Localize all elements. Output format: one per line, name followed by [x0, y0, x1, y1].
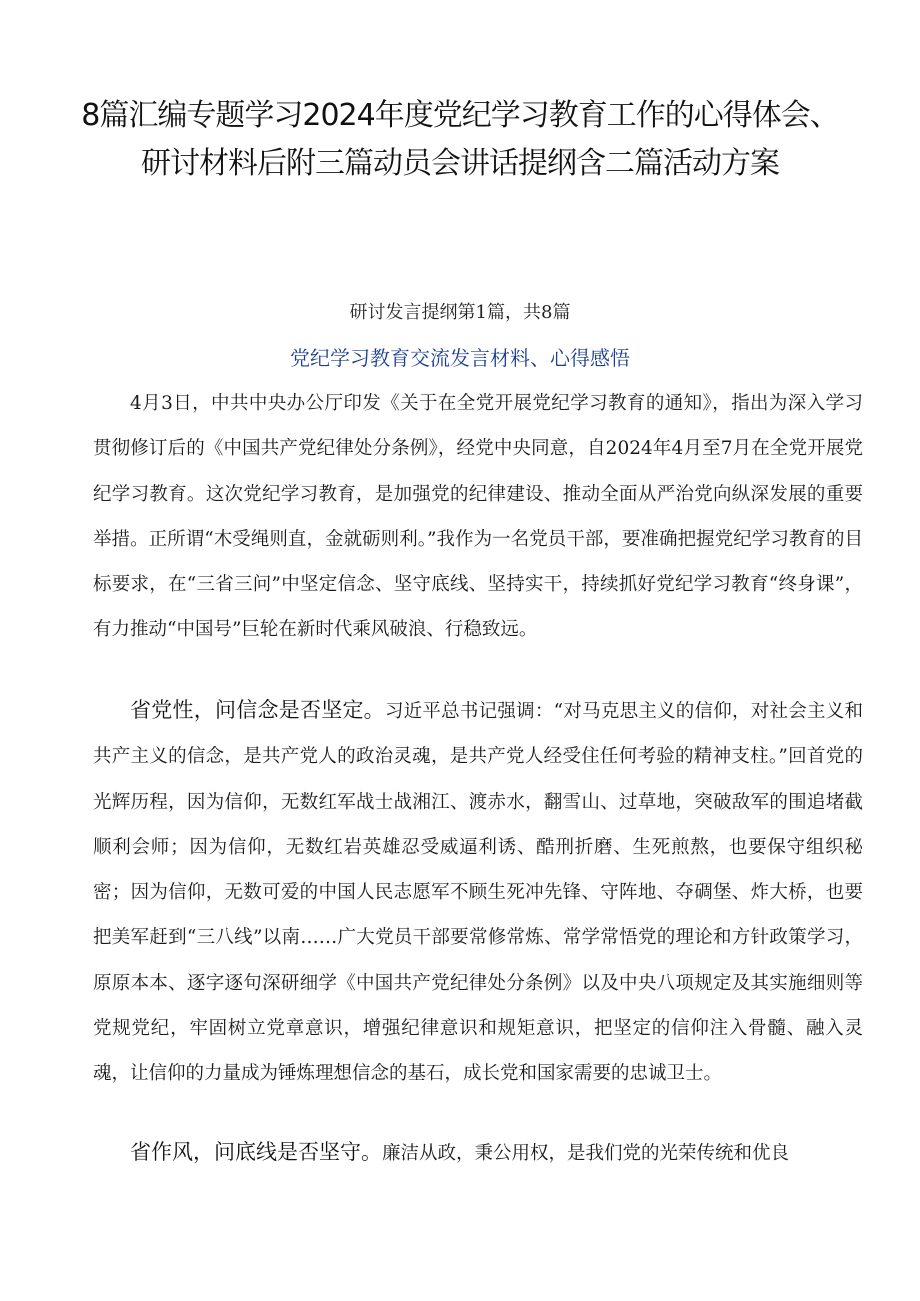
document-title: 8篇汇编专题学习2024年度党纪学习教育工作的心得体会、研讨材料后附三篇动员会讲话提纲含二篇活动方案	[81, 98, 839, 181]
section-title: 党纪学习教育交流发言材料、心得感悟	[290, 346, 630, 370]
paragraph-text: 习近平总书记强调：“对马克思主义的信仰，对社会主义和共产主义的信念，是共产党人的政治灵魂，是共产党人经受住任何考验的精神支柱。”回首党的光辉历程，因为信仰，无数红军战士战湘江、渡赤水，翻雪山、过草地，突破敌军的围追堵截顺利会师；因为信仰，无数红岩英雄忍受威逼利诱、酷刑折磨、生死煎熬，也要保守组织秘密；因为信仰，无数可爱的中国人民志愿军不顾生死冲先锋、守阵地、夺碉堡、炸大桥，也要把美军赶到“三八线”以南……广大党员干部要常修常炼、常学常悟党的理论和方针政策学习，原原本本、逐字逐句深研细学《中国共产党纪律处分条例》以及中央八项规定及其实施细则等党规党纪，牢固树立党章意识，增强纪律意识和规矩意识，把坚定的信仰注入骨髓、融入灵魂，让信仰的力量成为锤炼理想信念的基石，成长党和国家需要的忠诚卫士。	[93, 701, 863, 1085]
paragraph-lead-heading: 省作风，问底线是否坚守。	[130, 1140, 382, 1164]
paragraph-party-spirit	[93, 688, 863, 1097]
paragraph-intro	[93, 381, 863, 653]
paragraph-work-style	[93, 1130, 863, 1176]
document-subtitle: 研讨发言提纲第1篇，共8篇	[349, 302, 571, 323]
paragraph-text: 廉洁从政，秉公用权，是我们党的光荣传统和优良	[382, 1143, 790, 1164]
paragraph-lead-heading: 省党性，问信念是否坚定。	[130, 698, 385, 722]
paragraph-text: 4月3日，中共中央办公厅印发《关于在全党开展党纪学习教育的通知》，指出为深入学习贯彻修订后的《中国共产党纪律处分条例》，经党中央同意，自2024年4月至7月在全党开展党纪学习教育。这次党纪学习教育，是加强党的纪律建设、推动全面从严治党向纵深发展的重要举措。正所谓“木受绳则直，金就砺则利。”我作为一名党员干部，要准确把握党纪学习教育的目标要求，在“三省三问”中坚定信念、坚守底线、坚持实干，持续抓好党纪学习教育“终身课”，有力推动“中国号”巨轮在新时代乘风破浪、行稳致远。	[93, 393, 863, 641]
